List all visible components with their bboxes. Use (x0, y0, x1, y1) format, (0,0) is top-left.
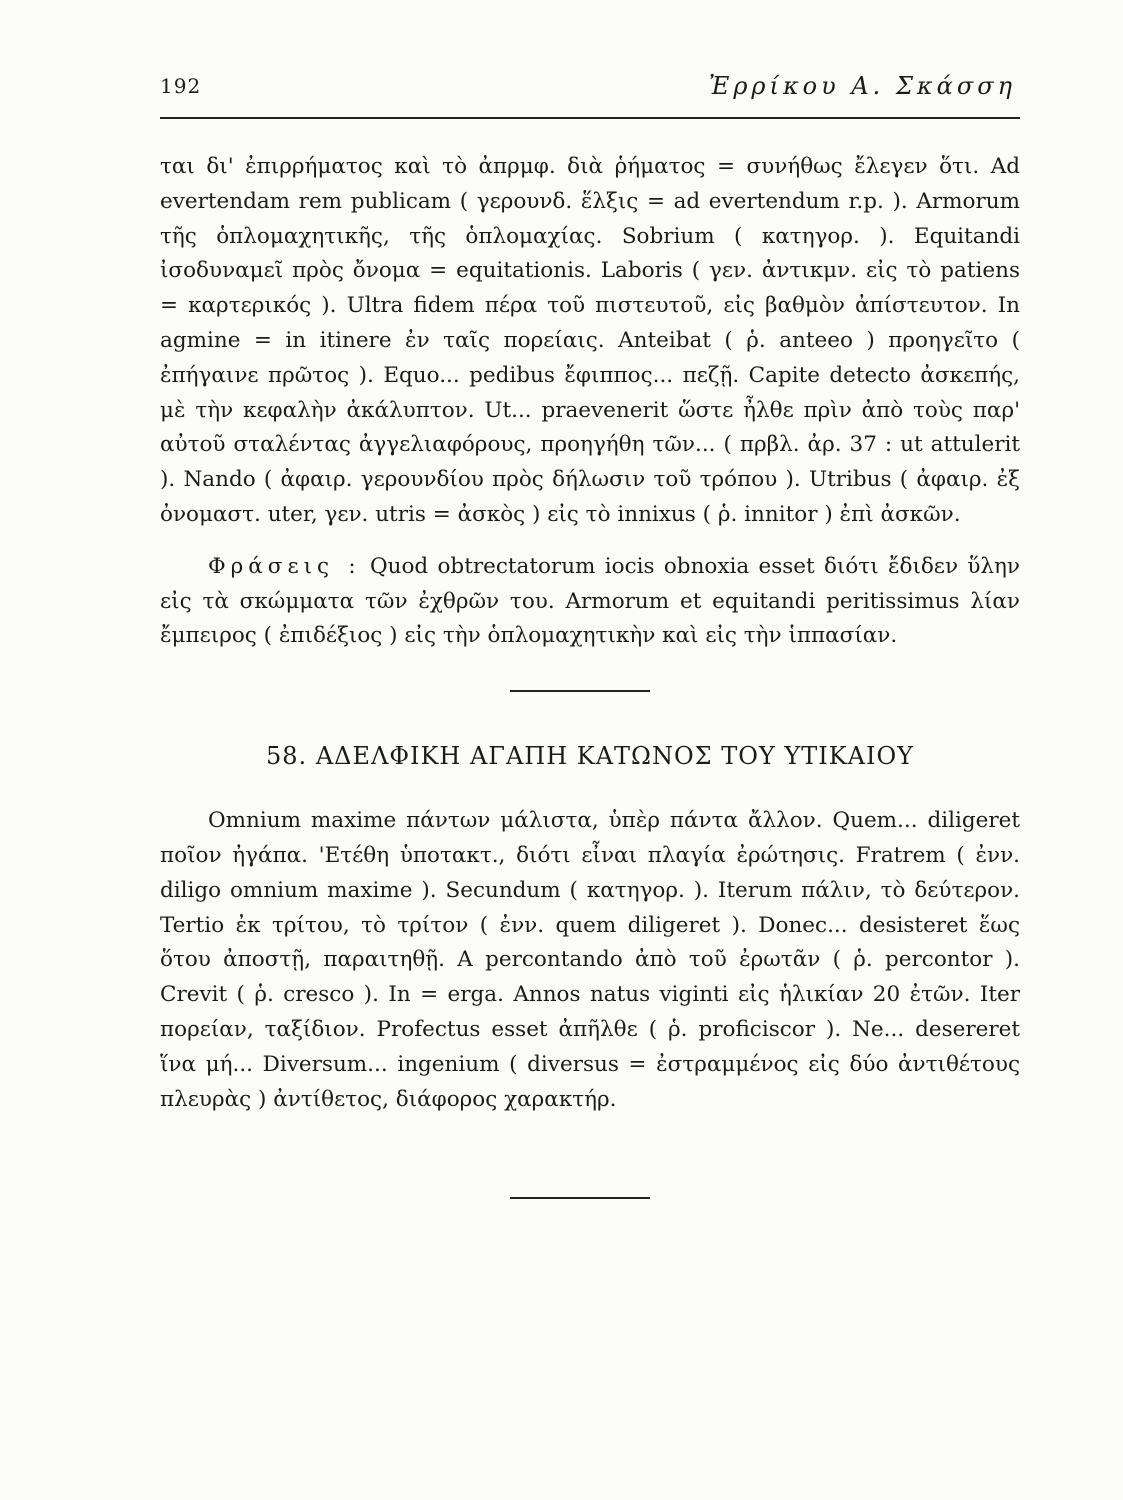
header-rule (160, 117, 1020, 119)
section-divider (510, 690, 650, 692)
page-body (160, 150, 1020, 1199)
paragraph-continued: ται δι' ἐπιρρήματος καὶ τὸ ἀπρμφ. διὰ ῥήματος = συνήθως ἔλεγεν ὅτι. Ad evertendam rem publicam ( γερουνδ. ἕλξις = ad evertendum r.p. ). Armorum τῆς ὁπλομαχητικῆς, τῆς ὁπλομαχίας. Sobrium ( κατηγορ. ). Equitandi ἰσοδυναμεῖ πρὸς ὄνομα = equitationis. Laboris ( γεν. ἀντικμν. εἰς τὸ patiens = καρτερικός ). Ultra fidem πέρα τοῦ πιστευτοῦ, εἰς βαθμὸν ἀπίστευτον. In agmine = in itinere ἐν ταῖς πορείαις. Anteibat ( ῥ. anteeo ) προηγεῖτο ( ἐπήγαινε πρῶτος ). Equo... pedibus ἔφιππος... πεζῇ. Capite detecto ἀσκεπής, μὲ τὴν κεφαλὴν ἀκάλυπτον. Ut... praevenerit ὥστε ἦλθε πρὶν ἀπὸ τοὺς παρ' αὐτοῦ σταλέντας ἀγγελιαφόρους, προηγήθη τῶν... ( πρβλ. ἀρ. 37 : ut attulerit ). Nando ( ἀφαιρ. γερουνδίου πρὸς δήλωσιν τοῦ τρόπου ). Utribus ( ἀφαιρ. ἐξ ὀνομαστ. uter, γεν. utris = ἀσκὸς ) εἰς τὸ innixus ( ῥ. innitor ) ἐπὶ ἀσκῶν. (160, 154, 1020, 527)
section-title: 58. ΑΔΕΛΦΙΚΗ ΑΓΑΠΗ ΚΑΤΩΝΟΣ ΤΟΥ ΥΤΙΚΑΙΟΥ (266, 742, 914, 771)
page-number: 192 (160, 74, 202, 98)
running-head: Ἐρρίκου Α. Σκάσση (708, 72, 1016, 100)
section-divider-bottom (510, 1197, 650, 1199)
section-paragraph: Omnium maxime πάντων μάλιστα, ὑπὲρ πάντα ἄλλον. Quem... diligeret ποῖον ἠγάπα. 'Ετέθη ὑποτακτ., διότι εἶναι πλαγία ἐρώτησις. Fratrem ( ἐνν. diligo omnium maxime ). Secundum ( κατηγορ. ). Iterum πάλιν, τὸ δεύτερον. Tertio ἐκ τρίτου, τὸ τρίτον ( ἐνν. quem diligeret ). Donec... desisteret ἕως ὅτου ἀποστῇ, παραιτηθῇ. A percontando ἀπὸ τοῦ ἐρωτᾶν ( ῥ. percontor ). Crevit ( ῥ. cresco ). In = erga. Annos natus viginti εἰς ἡλικίαν 20 ἐτῶν. Iter πορείαν, ταξίδιον. Profectus esset ἀπῆλθε ( ῥ. proficiscor ). Ne... desereret ἵνα μή... Diversum... ingenium ( diversus = ἐστραμμένος εἰς δύο ἀντιθέτους πλευρὰς ) ἀντίθετος, διάφορος χαρακτήρ. (160, 808, 1020, 1112)
phrases-label: Φράσεις : (208, 553, 361, 579)
phrases-text: Quod obtrectatorum iocis obnoxia esset διότι ἔδιδεν ὕλην εἰς τὰ σκώμματα τῶν ἐχθρῶν του. Armorum et equitandi peritissimus λίαν ἔμπειρος ( ἐπιδέξιος ) εἰς τὴν ὁπλομαχητικὴν καὶ εἰς τὴν ἱππασίαν. (160, 553, 1020, 649)
phrases-paragraph (160, 550, 1020, 654)
page-header (160, 72, 1020, 112)
